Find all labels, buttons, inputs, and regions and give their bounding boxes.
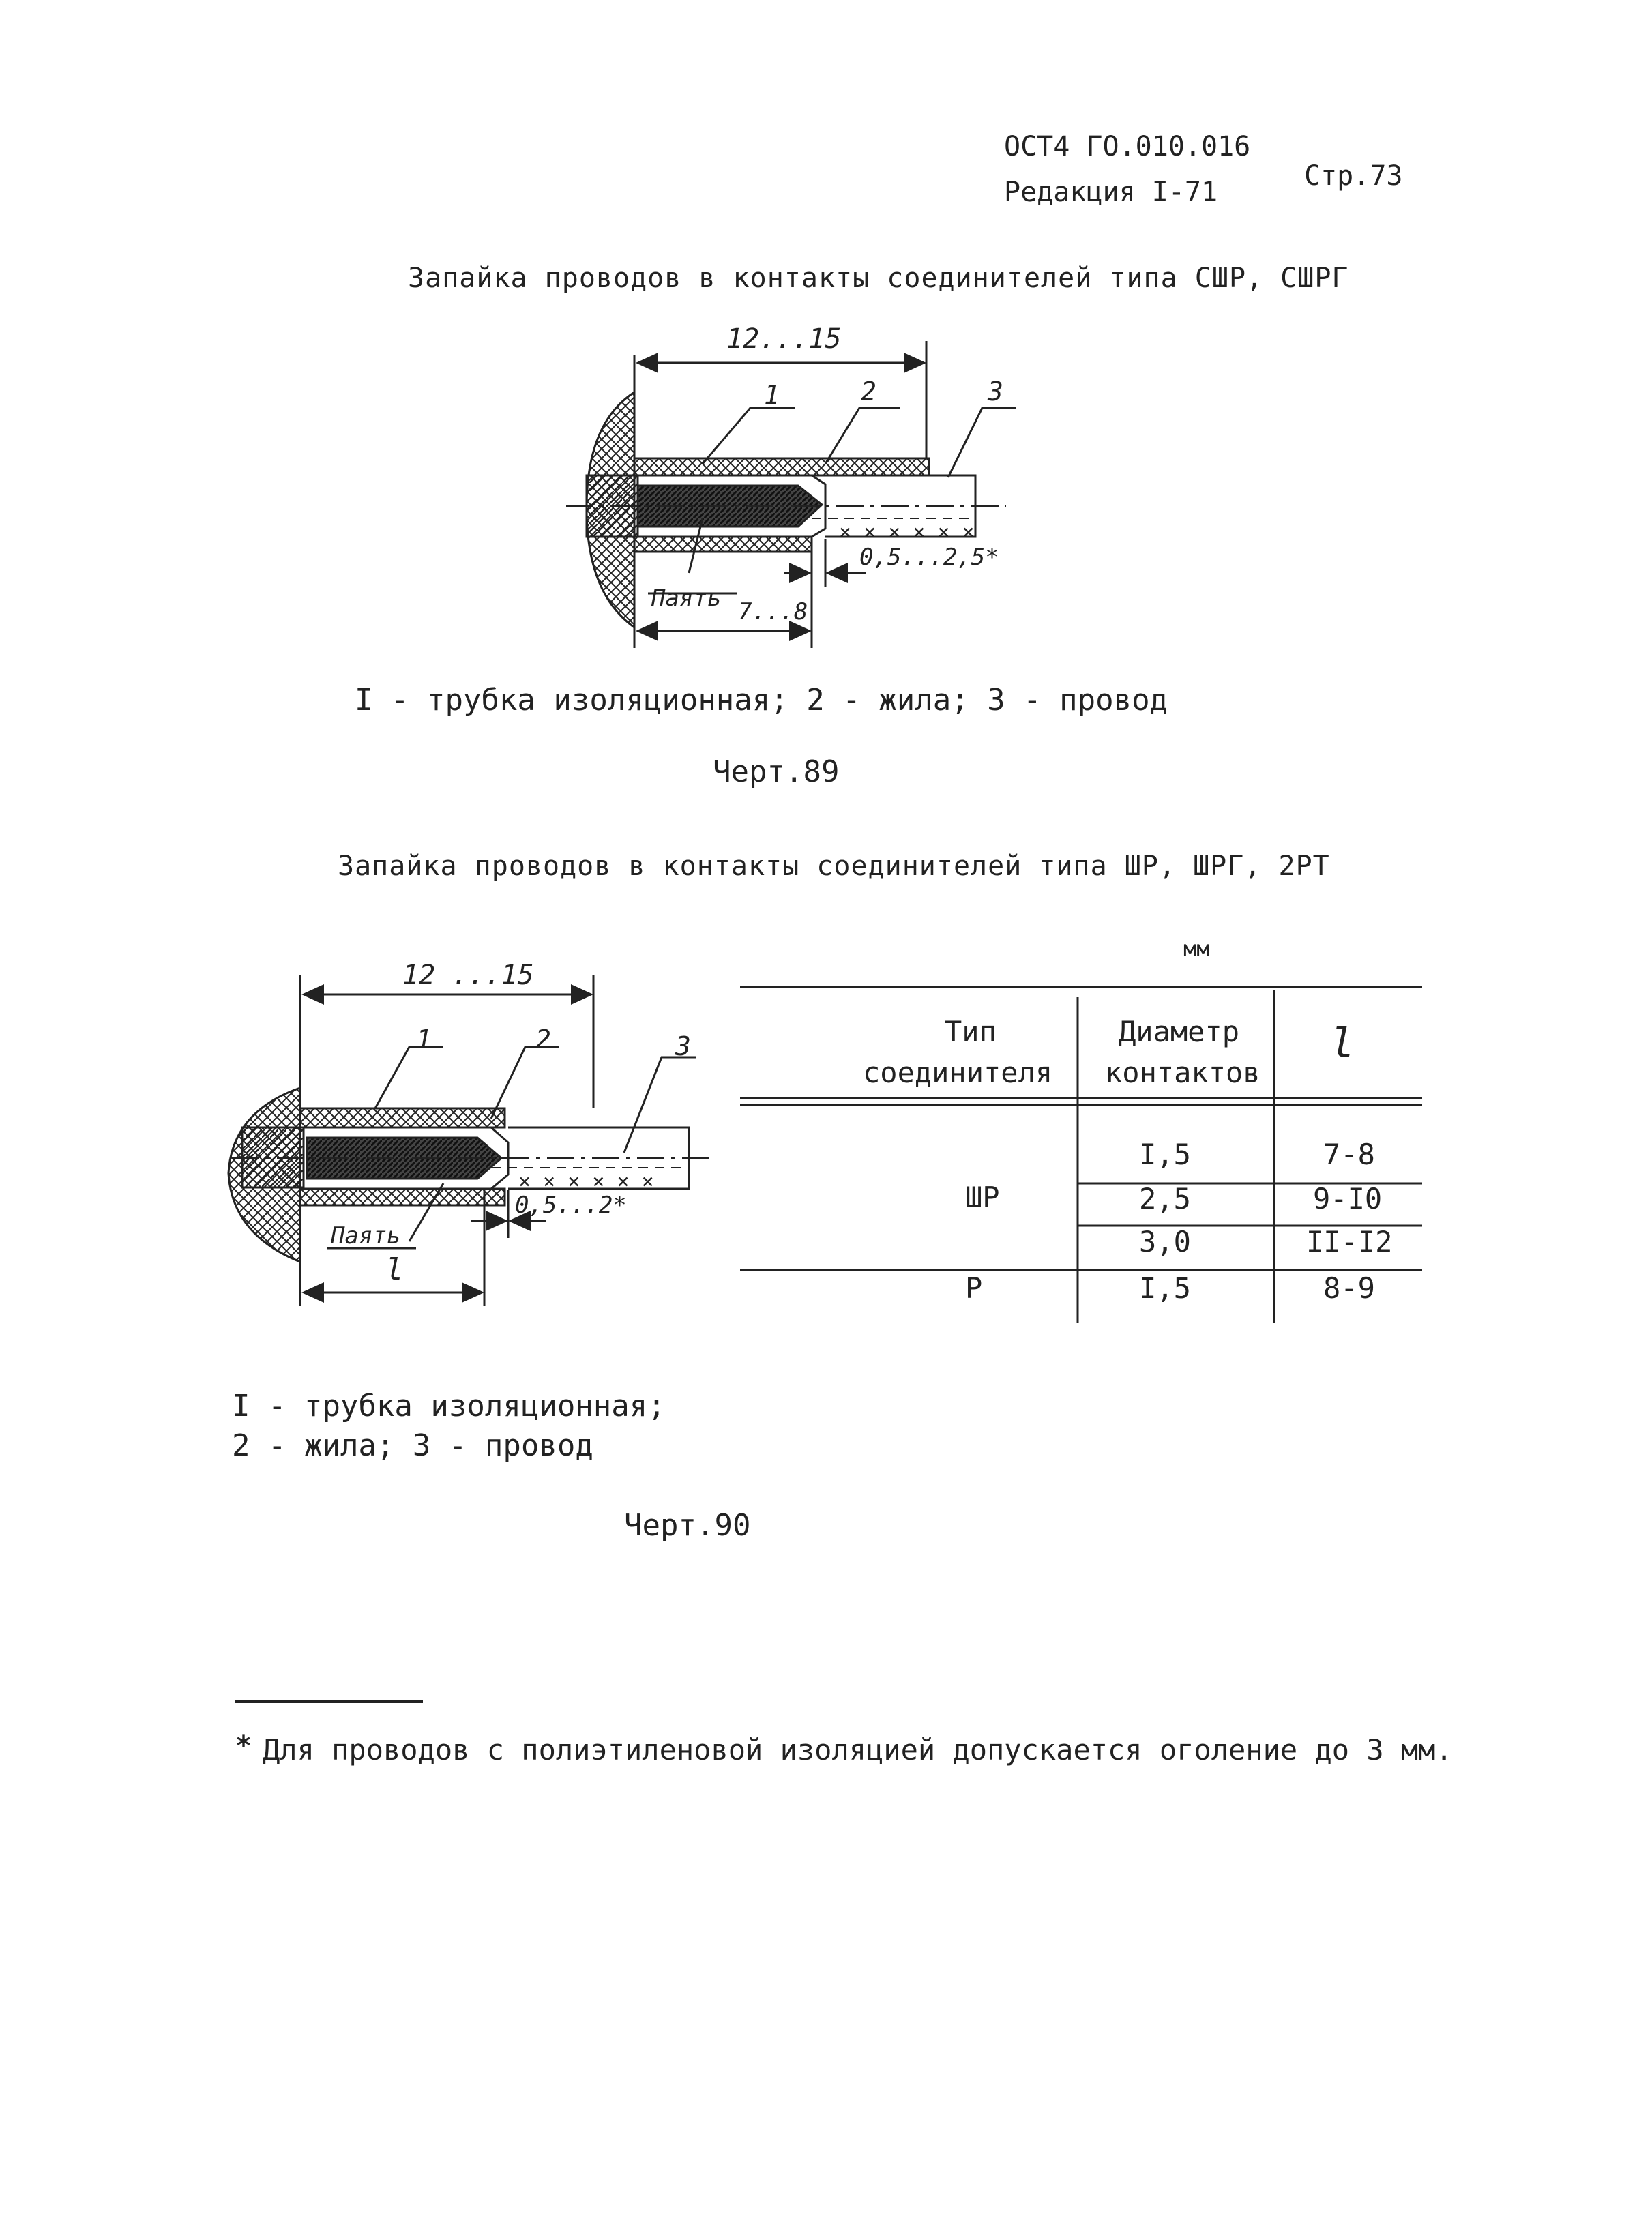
footnote-text: Для проводов с полиэтиленовой изоляцией допускается оголение до 3 мм. xyxy=(263,1733,1453,1767)
fig90-callout-3: 3 xyxy=(675,1031,691,1061)
footnote-divider xyxy=(235,1700,423,1703)
fig90-dim-l: l xyxy=(385,1252,404,1287)
svg-text:× × × × × ×: × × × × × × xyxy=(839,520,975,544)
table-cell-length: 7-8 xyxy=(1323,1138,1375,1171)
table-header-type-line1: Тип xyxy=(945,1015,997,1048)
fig90-dim-total: 12 ...15 xyxy=(402,960,534,991)
fig89-callout-3: 3 xyxy=(988,376,1003,407)
fig89-callout-1: 1 xyxy=(764,380,780,410)
fig89-dim-strip: 0,5...2,5* xyxy=(859,544,999,571)
figure-90-drawing xyxy=(228,975,709,1306)
figure-89-caption: Черт.89 xyxy=(713,754,840,789)
table-cell-type: ШР xyxy=(965,1181,1000,1214)
fig90-callout-1: 1 xyxy=(416,1024,432,1054)
fig89-dim-solder: 7...8 xyxy=(738,598,808,625)
figure-90-title: Запайка проводов в контакты соединителей типа ШР, ШРГ, 2РТ xyxy=(338,851,1330,882)
table-cell-length: 8-9 xyxy=(1323,1271,1375,1305)
table-cell-length: 9-I0 xyxy=(1313,1182,1383,1215)
fig89-dim-total: 12...15 xyxy=(726,323,842,355)
table-cell-type: Р xyxy=(965,1271,983,1305)
figure-90-caption: Черт.90 xyxy=(624,1508,751,1543)
table-header-diameter-line1: Диаметр xyxy=(1119,1015,1240,1048)
page-number: Стр.73 xyxy=(1304,160,1403,192)
table-header-diameter-line2: контактов xyxy=(1105,1056,1260,1089)
document-code: ОСТ4 ГО.010.016 xyxy=(1004,131,1251,162)
table-header-length: l xyxy=(1330,1020,1355,1067)
figure-89-legend: I - трубка изоляционная; 2 - жила; 3 - провод xyxy=(355,683,1168,718)
figure-89-title: Запайка проводов в контакты соединителей типа СШР, СШРГ xyxy=(408,263,1349,294)
figure-90-legend-line2: 2 - жила; 3 - провод xyxy=(232,1428,593,1463)
table-cell-diameter: I,5 xyxy=(1139,1138,1191,1171)
fig90-callout-2: 2 xyxy=(535,1024,551,1054)
dimension-table-grid xyxy=(740,987,1422,1323)
table-cell-diameter: I,5 xyxy=(1139,1271,1191,1305)
footnote-mark: * xyxy=(235,1730,252,1762)
table-cell-diameter: 3,0 xyxy=(1139,1225,1191,1258)
table-unit: мм xyxy=(1183,936,1210,962)
table-header-type-line2: соединителя xyxy=(863,1056,1053,1089)
figure-90-legend-line1: I - трубка изоляционная; xyxy=(232,1389,666,1423)
fig89-callout-2: 2 xyxy=(861,376,876,407)
fig89-solder-label: Паять xyxy=(651,585,722,612)
fig90-dim-strip: 0,5...2* xyxy=(515,1192,627,1219)
svg-text:× × × × × ×: × × × × × × xyxy=(518,1170,654,1194)
fig90-solder-label: Паять xyxy=(331,1222,401,1250)
table-cell-diameter: 2,5 xyxy=(1139,1182,1191,1215)
table-cell-length: II-I2 xyxy=(1306,1225,1393,1258)
edition-label: Редакция I-71 xyxy=(1004,177,1218,208)
